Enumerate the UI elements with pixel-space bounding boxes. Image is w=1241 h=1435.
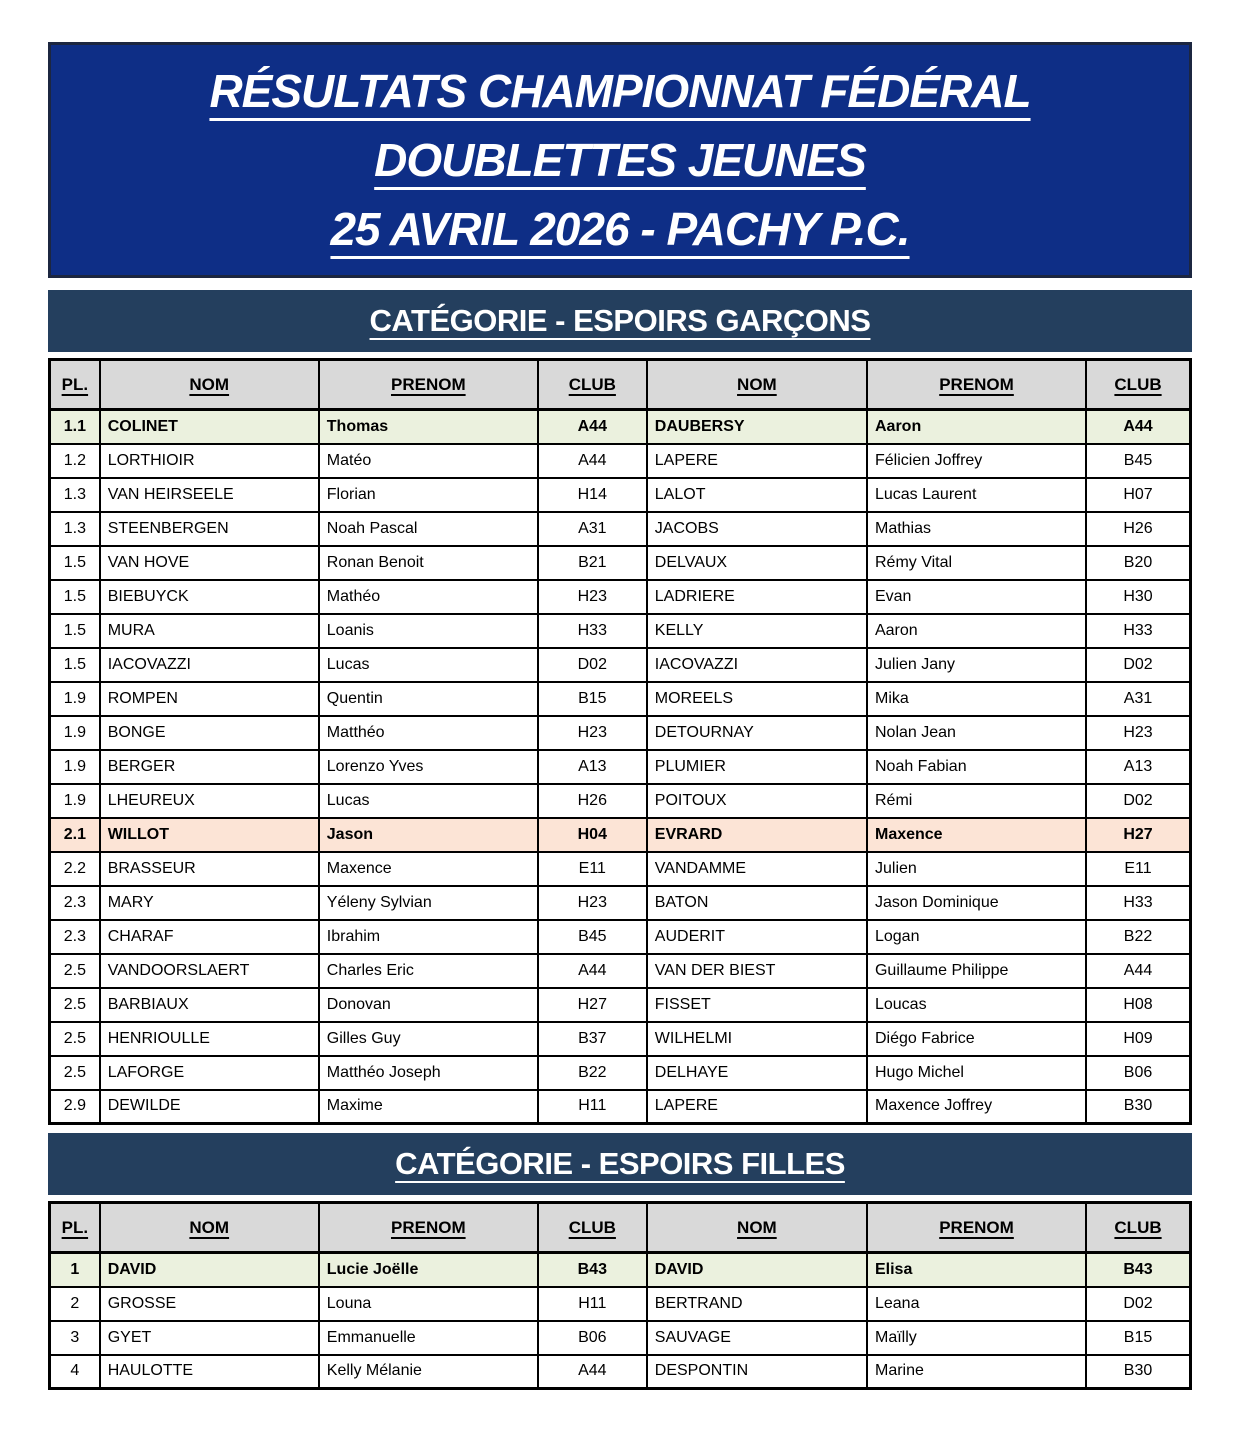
- cell-prenom: Marine: [867, 1355, 1086, 1389]
- cell-club: A44: [538, 444, 647, 478]
- cell-nom: DAVID: [100, 1253, 319, 1287]
- cell-club: A44: [538, 954, 647, 988]
- table-row: [50, 886, 1191, 920]
- cell-prenom: Ronan Benoit: [319, 546, 538, 580]
- cell-nom: LAPERE: [647, 1090, 867, 1124]
- cell-nom: WILLOT: [100, 818, 319, 852]
- table-row: [50, 1090, 1191, 1124]
- cell-nom: VAN DER BIEST: [647, 954, 867, 988]
- table-header-row: [50, 360, 1191, 410]
- cell-pl: 1.3: [50, 512, 100, 546]
- column-header-prenom: PRENOM: [867, 1203, 1086, 1253]
- cell-club: A13: [538, 750, 647, 784]
- cell-nom: COLINET: [100, 410, 319, 444]
- cell-club: D02: [1086, 1287, 1190, 1321]
- cell-nom: DELVAUX: [647, 546, 867, 580]
- cell-nom: IACOVAZZI: [647, 648, 867, 682]
- results-table-filles: [48, 1201, 1192, 1390]
- cell-prenom: Florian: [319, 478, 538, 512]
- cell-prenom: Jason: [319, 818, 538, 852]
- cell-club: H30: [1086, 580, 1190, 614]
- section-bar-garcons: [48, 290, 1192, 352]
- cell-club: H33: [1086, 886, 1190, 920]
- cell-club: H23: [538, 886, 647, 920]
- cell-nom: VAN HEIRSEELE: [100, 478, 319, 512]
- table-row: [50, 410, 1191, 444]
- table-row: [50, 614, 1191, 648]
- spacer: [48, 1125, 1192, 1133]
- table-row: [50, 1321, 1191, 1355]
- cell-pl: 1.5: [50, 546, 100, 580]
- cell-pl: 1.2: [50, 444, 100, 478]
- column-header-prenom: PRENOM: [319, 360, 538, 410]
- cell-prenom: Leana: [867, 1287, 1086, 1321]
- cell-club: E11: [1086, 852, 1190, 886]
- cell-nom: BERTRAND: [647, 1287, 867, 1321]
- cell-club: A31: [1086, 682, 1190, 716]
- cell-prenom: Matthéo: [319, 716, 538, 750]
- cell-prenom: Lucie Joëlle: [319, 1253, 538, 1287]
- cell-prenom: Lucas: [319, 648, 538, 682]
- cell-club: A44: [538, 410, 647, 444]
- cell-club: B20: [1086, 546, 1190, 580]
- cell-pl: 1.3: [50, 478, 100, 512]
- cell-club: H11: [538, 1287, 647, 1321]
- spacer: [48, 278, 1192, 290]
- cell-nom: MURA: [100, 614, 319, 648]
- cell-pl: 2.5: [50, 988, 100, 1022]
- cell-nom: EVRARD: [647, 818, 867, 852]
- cell-nom: DEWILDE: [100, 1090, 319, 1124]
- cell-prenom: Rémy Vital: [867, 546, 1086, 580]
- table-row: [50, 954, 1191, 988]
- cell-nom: BONGE: [100, 716, 319, 750]
- cell-nom: KELLY: [647, 614, 867, 648]
- cell-prenom: Maïlly: [867, 1321, 1086, 1355]
- cell-prenom: Matéo: [319, 444, 538, 478]
- cell-prenom: Lucas: [319, 784, 538, 818]
- cell-nom: BRASSEUR: [100, 852, 319, 886]
- cell-pl: 1.5: [50, 580, 100, 614]
- cell-prenom: Mika: [867, 682, 1086, 716]
- cell-club: H07: [1086, 478, 1190, 512]
- column-header-club: CLUB: [1086, 1203, 1190, 1253]
- cell-nom: PLUMIER: [647, 750, 867, 784]
- cell-prenom: Loanis: [319, 614, 538, 648]
- cell-nom: FISSET: [647, 988, 867, 1022]
- cell-pl: 2.3: [50, 886, 100, 920]
- cell-prenom: Donovan: [319, 988, 538, 1022]
- cell-club: H33: [538, 614, 647, 648]
- cell-prenom: Kelly Mélanie: [319, 1355, 538, 1389]
- cell-club: A44: [1086, 954, 1190, 988]
- table-row: [50, 546, 1191, 580]
- cell-prenom: Maxence: [319, 852, 538, 886]
- cell-club: E11: [538, 852, 647, 886]
- cell-club: H04: [538, 818, 647, 852]
- cell-prenom: Loucas: [867, 988, 1086, 1022]
- cell-nom: DAUBERSY: [647, 410, 867, 444]
- column-header-club: CLUB: [538, 360, 647, 410]
- cell-prenom: Yéleny Sylvian: [319, 886, 538, 920]
- cell-club: B45: [538, 920, 647, 954]
- cell-prenom: Charles Eric: [319, 954, 538, 988]
- cell-prenom: Elisa: [867, 1253, 1086, 1287]
- cell-prenom: Félicien Joffrey: [867, 444, 1086, 478]
- cell-prenom: Ibrahim: [319, 920, 538, 954]
- cell-nom: DELHAYE: [647, 1056, 867, 1090]
- cell-pl: 1.9: [50, 750, 100, 784]
- cell-prenom: Thomas: [319, 410, 538, 444]
- cell-prenom: Lorenzo Yves: [319, 750, 538, 784]
- section-bar-filles: [48, 1133, 1192, 1195]
- cell-club: B22: [1086, 920, 1190, 954]
- cell-nom: VANDOORSLAERT: [100, 954, 319, 988]
- cell-nom: LHEUREUX: [100, 784, 319, 818]
- cell-prenom: Logan: [867, 920, 1086, 954]
- cell-club: H26: [538, 784, 647, 818]
- cell-club: B43: [1086, 1253, 1190, 1287]
- column-header-prenom: PRENOM: [867, 360, 1086, 410]
- cell-nom: JACOBS: [647, 512, 867, 546]
- cell-prenom: Aaron: [867, 614, 1086, 648]
- column-header-pl: PL.: [50, 1203, 100, 1253]
- cell-nom: BIEBUYCK: [100, 580, 319, 614]
- cell-pl: 4: [50, 1355, 100, 1389]
- section-espoirs-filles: [48, 1133, 1192, 1390]
- cell-nom: AUDERIT: [647, 920, 867, 954]
- title-banner: [48, 42, 1192, 278]
- cell-prenom: Julien Jany: [867, 648, 1086, 682]
- column-header-nom: NOM: [647, 360, 867, 410]
- cell-prenom: Matthéo Joseph: [319, 1056, 538, 1090]
- cell-pl: 1.1: [50, 410, 100, 444]
- cell-prenom: Diégo Fabrice: [867, 1022, 1086, 1056]
- cell-club: B37: [538, 1022, 647, 1056]
- column-header-club: CLUB: [1086, 360, 1190, 410]
- cell-nom: MOREELS: [647, 682, 867, 716]
- cell-club: B06: [538, 1321, 647, 1355]
- column-header-pl: PL.: [50, 360, 100, 410]
- cell-club: H23: [538, 716, 647, 750]
- cell-prenom: Nolan Jean: [867, 716, 1086, 750]
- cell-prenom: Rémi: [867, 784, 1086, 818]
- cell-nom: WILHELMI: [647, 1022, 867, 1056]
- table-header-row: [50, 1203, 1191, 1253]
- cell-pl: 2: [50, 1287, 100, 1321]
- table-row: [50, 852, 1191, 886]
- cell-prenom: Emmanuelle: [319, 1321, 538, 1355]
- table-row: [50, 444, 1191, 478]
- table-row: [50, 682, 1191, 716]
- cell-pl: 2.9: [50, 1090, 100, 1124]
- table-row: [50, 1022, 1191, 1056]
- cell-prenom: Evan: [867, 580, 1086, 614]
- cell-club: H14: [538, 478, 647, 512]
- cell-pl: 2.5: [50, 1022, 100, 1056]
- cell-club: B15: [538, 682, 647, 716]
- cell-nom: GYET: [100, 1321, 319, 1355]
- cell-prenom: Louna: [319, 1287, 538, 1321]
- cell-pl: 2.5: [50, 954, 100, 988]
- cell-club: H11: [538, 1090, 647, 1124]
- cell-prenom: Mathias: [867, 512, 1086, 546]
- table-row: [50, 478, 1191, 512]
- cell-club: H27: [1086, 818, 1190, 852]
- cell-prenom: Lucas Laurent: [867, 478, 1086, 512]
- cell-club: D02: [538, 648, 647, 682]
- table-row: [50, 784, 1191, 818]
- cell-club: H23: [1086, 716, 1190, 750]
- cell-nom: POITOUX: [647, 784, 867, 818]
- cell-club: H33: [1086, 614, 1190, 648]
- table-row: [50, 988, 1191, 1022]
- cell-club: A44: [538, 1355, 647, 1389]
- cell-pl: 1.9: [50, 716, 100, 750]
- table-row: [50, 716, 1191, 750]
- cell-prenom: Mathéo: [319, 580, 538, 614]
- cell-club: A13: [1086, 750, 1190, 784]
- cell-nom: LADRIERE: [647, 580, 867, 614]
- cell-nom: BATON: [647, 886, 867, 920]
- cell-nom: SAUVAGE: [647, 1321, 867, 1355]
- cell-club: B15: [1086, 1321, 1190, 1355]
- page-title-line-1: RÉSULTATS CHAMPIONNAT FÉDÉRAL: [209, 65, 1031, 117]
- cell-prenom: Gilles Guy: [319, 1022, 538, 1056]
- cell-club: B06: [1086, 1056, 1190, 1090]
- cell-nom: CHARAF: [100, 920, 319, 954]
- table-row: [50, 512, 1191, 546]
- page-title-line-2: DOUBLETTES JEUNES: [374, 134, 866, 186]
- cell-prenom: Julien: [867, 852, 1086, 886]
- cell-club: A44: [1086, 410, 1190, 444]
- table-row: [50, 648, 1191, 682]
- cell-nom: HAULOTTE: [100, 1355, 319, 1389]
- cell-pl: 1: [50, 1253, 100, 1287]
- cell-nom: BERGER: [100, 750, 319, 784]
- table-row: [50, 1355, 1191, 1389]
- results-table-garcons: [48, 358, 1192, 1125]
- table-row: [50, 580, 1191, 614]
- cell-prenom: Aaron: [867, 410, 1086, 444]
- table-row: [50, 1253, 1191, 1287]
- cell-club: A31: [538, 512, 647, 546]
- cell-nom: VAN HOVE: [100, 546, 319, 580]
- table-row: [50, 750, 1191, 784]
- cell-nom: HENRIOULLE: [100, 1022, 319, 1056]
- cell-pl: 1.5: [50, 614, 100, 648]
- table-row: [50, 1287, 1191, 1321]
- cell-club: B21: [538, 546, 647, 580]
- cell-club: B43: [538, 1253, 647, 1287]
- column-header-nom: NOM: [100, 360, 319, 410]
- section-espoirs-garcons: [48, 290, 1192, 1125]
- section-title-filles: CATÉGORIE - ESPOIRS FILLES: [395, 1146, 845, 1181]
- column-header-nom: NOM: [647, 1203, 867, 1253]
- section-title-garcons: CATÉGORIE - ESPOIRS GARÇONS: [369, 303, 871, 338]
- cell-prenom: Jason Dominique: [867, 886, 1086, 920]
- cell-club: H09: [1086, 1022, 1190, 1056]
- column-header-nom: NOM: [100, 1203, 319, 1253]
- cell-nom: DESPONTIN: [647, 1355, 867, 1389]
- cell-nom: IACOVAZZI: [100, 648, 319, 682]
- cell-nom: DETOURNAY: [647, 716, 867, 750]
- cell-pl: 1.5: [50, 648, 100, 682]
- cell-club: H08: [1086, 988, 1190, 1022]
- cell-nom: BARBIAUX: [100, 988, 319, 1022]
- table-body-garcons: [50, 410, 1191, 1124]
- cell-prenom: Guillaume Philippe: [867, 954, 1086, 988]
- cell-club: B30: [1086, 1355, 1190, 1389]
- cell-prenom: Maxence: [867, 818, 1086, 852]
- document-content: [48, 42, 1192, 1390]
- cell-club: H26: [1086, 512, 1190, 546]
- cell-nom: LAFORGE: [100, 1056, 319, 1090]
- cell-pl: 2.2: [50, 852, 100, 886]
- cell-pl: 2.3: [50, 920, 100, 954]
- cell-prenom: Hugo Michel: [867, 1056, 1086, 1090]
- cell-nom: DAVID: [647, 1253, 867, 1287]
- cell-club: B22: [538, 1056, 647, 1090]
- cell-prenom: Maxence Joffrey: [867, 1090, 1086, 1124]
- cell-nom: GROSSE: [100, 1287, 319, 1321]
- cell-pl: 2.1: [50, 818, 100, 852]
- cell-nom: LORTHIOIR: [100, 444, 319, 478]
- table-body-filles: [50, 1253, 1191, 1389]
- cell-nom: LALOT: [647, 478, 867, 512]
- cell-club: D02: [1086, 784, 1190, 818]
- table-row: [50, 1056, 1191, 1090]
- cell-nom: LAPERE: [647, 444, 867, 478]
- cell-prenom: Noah Fabian: [867, 750, 1086, 784]
- cell-pl: 2.5: [50, 1056, 100, 1090]
- table-row: [50, 920, 1191, 954]
- cell-club: B45: [1086, 444, 1190, 478]
- cell-club: D02: [1086, 648, 1190, 682]
- table-row: [50, 818, 1191, 852]
- cell-club: H27: [538, 988, 647, 1022]
- cell-pl: 1.9: [50, 682, 100, 716]
- cell-pl: 3: [50, 1321, 100, 1355]
- cell-prenom: Noah Pascal: [319, 512, 538, 546]
- page-title-line-3: 25 AVRIL 2026 - PACHY P.C.: [330, 203, 910, 255]
- cell-nom: MARY: [100, 886, 319, 920]
- cell-prenom: Maxime: [319, 1090, 538, 1124]
- cell-club: H23: [538, 580, 647, 614]
- cell-nom: STEENBERGEN: [100, 512, 319, 546]
- cell-nom: ROMPEN: [100, 682, 319, 716]
- cell-club: B30: [1086, 1090, 1190, 1124]
- column-header-club: CLUB: [538, 1203, 647, 1253]
- cell-prenom: Quentin: [319, 682, 538, 716]
- cell-nom: VANDAMME: [647, 852, 867, 886]
- column-header-prenom: PRENOM: [319, 1203, 538, 1253]
- cell-pl: 1.9: [50, 784, 100, 818]
